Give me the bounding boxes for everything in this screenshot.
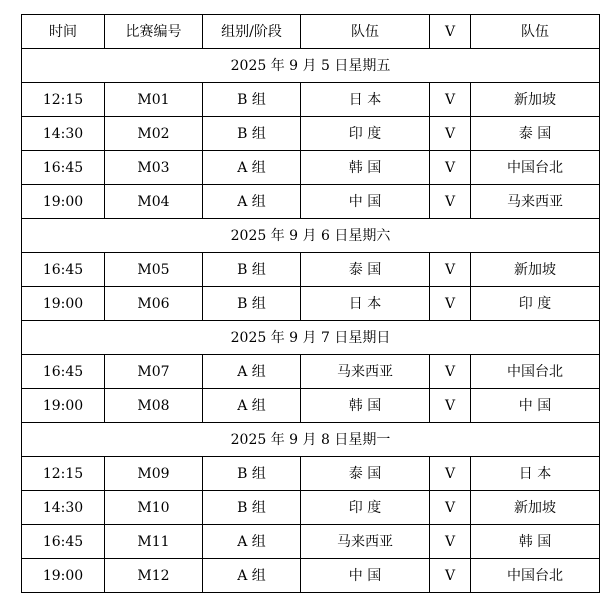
match-time: 12:15 (22, 457, 105, 491)
match-time: 16:45 (22, 355, 105, 389)
date-row (22, 49, 600, 83)
match-id: M05 (105, 253, 203, 287)
match-team2: 中 国 (471, 389, 600, 423)
match-team1: 韩 国 (301, 151, 430, 185)
match-versus: V (430, 287, 471, 321)
match-row (22, 117, 600, 151)
match-team1: 中 国 (301, 559, 430, 593)
match-team1: 马来西亚 (301, 355, 430, 389)
header-team2: 队伍 (471, 15, 600, 49)
match-team2: 印 度 (471, 287, 600, 321)
match-id: M02 (105, 117, 203, 151)
match-versus: V (430, 491, 471, 525)
match-team1: 印 度 (301, 117, 430, 151)
match-row (22, 151, 600, 185)
match-row (22, 389, 600, 423)
date-row (22, 423, 600, 457)
match-id: M08 (105, 389, 203, 423)
match-row (22, 355, 600, 389)
match-id: M11 (105, 525, 203, 559)
match-group: B 组 (203, 287, 301, 321)
match-team2: 新加坡 (471, 83, 600, 117)
match-id: M07 (105, 355, 203, 389)
match-id: M01 (105, 83, 203, 117)
header-row (22, 15, 600, 49)
match-versus: V (430, 83, 471, 117)
match-row (22, 253, 600, 287)
match-team2: 中国台北 (471, 151, 600, 185)
match-versus: V (430, 559, 471, 593)
match-team1: 日 本 (301, 83, 430, 117)
match-group: B 组 (203, 117, 301, 151)
match-versus: V (430, 117, 471, 151)
match-team1: 韩 国 (301, 389, 430, 423)
match-versus: V (430, 253, 471, 287)
match-versus: V (430, 525, 471, 559)
match-team1: 中 国 (301, 185, 430, 219)
match-row (22, 287, 600, 321)
match-team2: 新加坡 (471, 491, 600, 525)
header-group: 组别/阶段 (203, 15, 301, 49)
date-cell: 2025 年 9 月 7 日星期日 (22, 321, 600, 355)
match-group: A 组 (203, 525, 301, 559)
match-time: 19:00 (22, 559, 105, 593)
match-row (22, 457, 600, 491)
match-group: A 组 (203, 151, 301, 185)
match-id: M06 (105, 287, 203, 321)
match-id: M12 (105, 559, 203, 593)
match-group: A 组 (203, 559, 301, 593)
match-time: 19:00 (22, 287, 105, 321)
match-group: B 组 (203, 457, 301, 491)
match-team2: 中国台北 (471, 355, 600, 389)
match-group: A 组 (203, 185, 301, 219)
header-time: 时间 (22, 15, 105, 49)
match-team2: 泰 国 (471, 117, 600, 151)
match-team2: 韩 国 (471, 525, 600, 559)
match-time: 16:45 (22, 253, 105, 287)
match-row (22, 185, 600, 219)
match-row (22, 491, 600, 525)
match-team1: 泰 国 (301, 253, 430, 287)
match-time: 16:45 (22, 151, 105, 185)
match-versus: V (430, 185, 471, 219)
match-id: M09 (105, 457, 203, 491)
date-cell: 2025 年 9 月 6 日星期六 (22, 219, 600, 253)
match-group: B 组 (203, 491, 301, 525)
match-team2: 新加坡 (471, 253, 600, 287)
date-cell: 2025 年 9 月 5 日星期五 (22, 49, 600, 83)
match-group: B 组 (203, 253, 301, 287)
header-v: V (430, 15, 471, 49)
match-team2: 日 本 (471, 457, 600, 491)
match-team1: 泰 国 (301, 457, 430, 491)
date-row (22, 219, 600, 253)
match-versus: V (430, 151, 471, 185)
date-cell: 2025 年 9 月 8 日星期一 (22, 423, 600, 457)
match-row (22, 525, 600, 559)
match-group: A 组 (203, 389, 301, 423)
match-team2: 马来西亚 (471, 185, 600, 219)
match-id: M04 (105, 185, 203, 219)
match-schedule-table (21, 14, 600, 593)
match-time: 14:30 (22, 491, 105, 525)
match-row (22, 83, 600, 117)
match-time: 16:45 (22, 525, 105, 559)
match-id: M03 (105, 151, 203, 185)
match-time: 14:30 (22, 117, 105, 151)
match-versus: V (430, 389, 471, 423)
match-group: B 组 (203, 83, 301, 117)
match-id: M10 (105, 491, 203, 525)
date-row (22, 321, 600, 355)
header-team1: 队伍 (301, 15, 430, 49)
match-time: 12:15 (22, 83, 105, 117)
match-group: A 组 (203, 355, 301, 389)
match-versus: V (430, 355, 471, 389)
match-team1: 日 本 (301, 287, 430, 321)
match-team1: 马来西亚 (301, 525, 430, 559)
match-time: 19:00 (22, 185, 105, 219)
match-row (22, 559, 600, 593)
match-time: 19:00 (22, 389, 105, 423)
match-team2: 中国台北 (471, 559, 600, 593)
match-versus: V (430, 457, 471, 491)
match-team1: 印 度 (301, 491, 430, 525)
header-match-id: 比赛编号 (105, 15, 203, 49)
